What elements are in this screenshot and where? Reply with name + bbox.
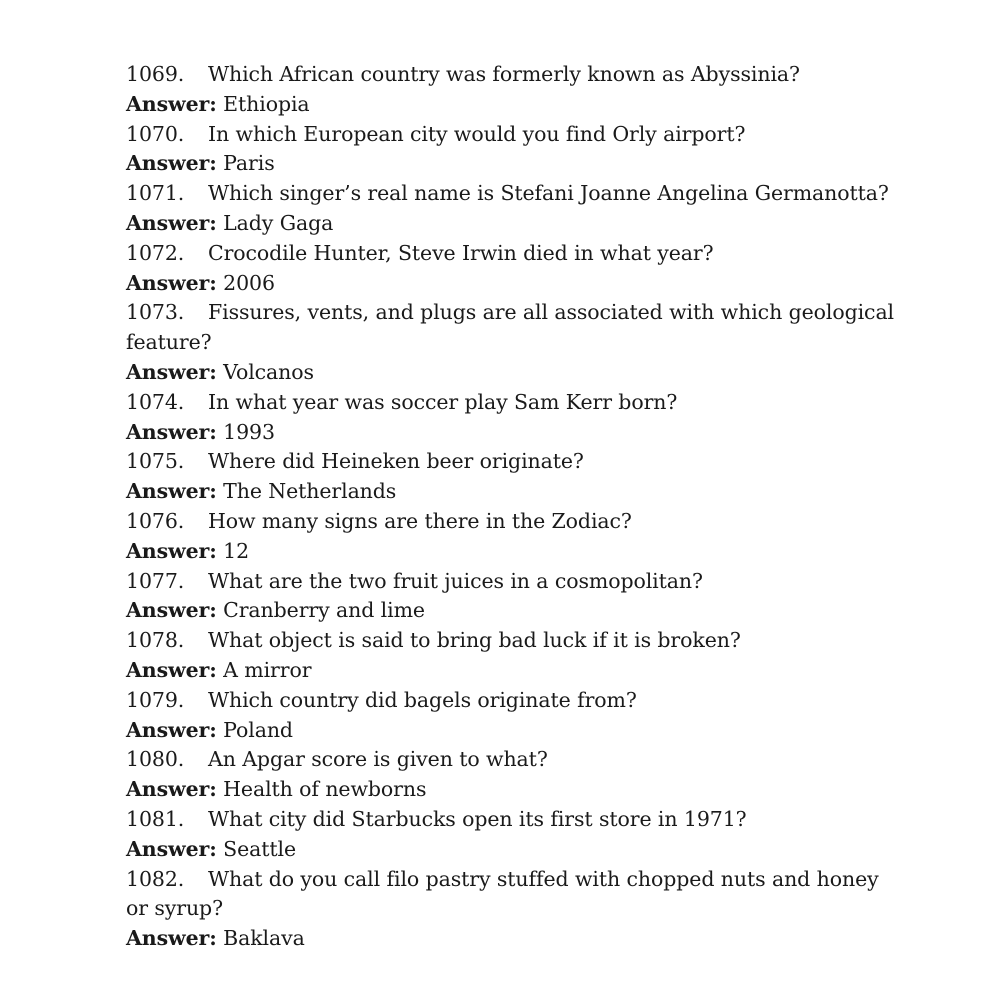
answer-label: Answer: — [126, 657, 217, 682]
question-text: What object is said to bring bad luck if it is broken? — [208, 628, 741, 653]
answer-line — [126, 418, 896, 448]
answer-label: Answer: — [126, 270, 217, 295]
answer-text: Paris — [223, 151, 275, 176]
question-line — [126, 865, 896, 925]
question-line — [126, 298, 896, 358]
question-text: What are the two fruit juices in a cosmopolitan? — [208, 568, 703, 593]
question-number: 1082. — [126, 866, 185, 891]
qa-item — [126, 179, 896, 239]
answer-label: Answer: — [126, 538, 217, 563]
answer-text: Cranberry and lime — [223, 598, 425, 623]
question-number: 1080. — [126, 747, 185, 772]
answer-label: Answer: — [126, 777, 217, 802]
answer-line — [126, 149, 896, 179]
question-line — [126, 567, 896, 597]
question-line — [126, 805, 896, 835]
qa-item — [126, 120, 896, 180]
answer-line — [126, 90, 896, 120]
answer-text: 12 — [223, 538, 250, 563]
quiz-page — [126, 60, 896, 954]
answer-text: Health of newborns — [223, 777, 427, 802]
question-line — [126, 745, 896, 775]
question-text: An Apgar score is given to what? — [208, 747, 548, 772]
question-text: Which singer’s real name is Stefani Joanne Angelina Germanotta? — [208, 181, 889, 206]
answer-line — [126, 537, 896, 567]
qa-item — [126, 626, 896, 686]
question-text: In which European city would you find Orly airport? — [208, 121, 746, 146]
qa-item — [126, 805, 896, 865]
answer-text: A mirror — [223, 657, 312, 682]
answer-label: Answer: — [126, 210, 217, 235]
question-number: 1072. — [126, 240, 185, 265]
answer-label: Answer: — [126, 151, 217, 176]
answer-line — [126, 358, 896, 388]
answer-text: Volcanos — [223, 359, 314, 384]
answer-text: 1993 — [223, 419, 275, 444]
answer-label: Answer: — [126, 91, 217, 116]
answer-text: Lady Gaga — [223, 210, 334, 235]
question-number: 1081. — [126, 806, 185, 831]
question-text: How many signs are there in the Zodiac? — [208, 508, 632, 533]
answer-text: Ethiopia — [223, 91, 310, 116]
question-number: 1077. — [126, 568, 185, 593]
question-number: 1078. — [126, 628, 185, 653]
qa-item — [126, 388, 896, 448]
answer-text: Seattle — [223, 836, 297, 861]
qa-item — [126, 239, 896, 299]
question-text: Fissures, vents, and plugs are all associated with which geological feature? — [126, 300, 895, 355]
qa-item — [126, 686, 896, 746]
answer-text: Baklava — [223, 926, 305, 951]
answer-text: 2006 — [223, 270, 275, 295]
question-number: 1079. — [126, 687, 185, 712]
qa-item — [126, 745, 896, 805]
question-line — [126, 120, 896, 150]
question-number: 1070. — [126, 121, 185, 146]
answer-label: Answer: — [126, 836, 217, 861]
answer-line — [126, 835, 896, 865]
question-line — [126, 447, 896, 477]
answer-line — [126, 209, 896, 239]
question-number: 1069. — [126, 62, 185, 86]
qa-item — [126, 865, 896, 954]
qa-item — [126, 60, 896, 120]
answer-line — [126, 775, 896, 805]
question-text: In what year was soccer play Sam Kerr born? — [208, 389, 678, 414]
answer-label: Answer: — [126, 926, 217, 951]
answer-line — [126, 477, 896, 507]
question-number: 1071. — [126, 181, 185, 206]
question-line — [126, 60, 896, 90]
answer-text: Poland — [223, 717, 293, 742]
question-text: Where did Heineken beer originate? — [208, 449, 584, 474]
qa-item — [126, 507, 896, 567]
answer-line — [126, 269, 896, 299]
question-line — [126, 239, 896, 269]
answer-line — [126, 716, 896, 746]
question-line — [126, 686, 896, 716]
answer-label: Answer: — [126, 419, 217, 444]
qa-item — [126, 298, 896, 387]
question-text: Which country did bagels originate from? — [208, 687, 637, 712]
answer-label: Answer: — [126, 479, 217, 504]
answer-line — [126, 924, 896, 954]
answer-label: Answer: — [126, 359, 217, 384]
qa-item — [126, 447, 896, 507]
question-number: 1076. — [126, 508, 185, 533]
question-number: 1074. — [126, 389, 185, 414]
question-number: 1075. — [126, 449, 185, 474]
question-line — [126, 179, 896, 209]
question-line — [126, 507, 896, 537]
answer-text: The Netherlands — [223, 479, 397, 504]
answer-line — [126, 596, 896, 626]
answer-line — [126, 656, 896, 686]
question-text: What city did Starbucks open its first store in 1971? — [208, 806, 747, 831]
question-number: 1073. — [126, 300, 185, 325]
question-text: Crocodile Hunter, Steve Irwin died in what year? — [208, 240, 714, 265]
answer-label: Answer: — [126, 598, 217, 623]
question-line — [126, 626, 896, 656]
qa-item — [126, 567, 896, 627]
question-text: What do you call filo pastry stuffed with chopped nuts and honey or syrup? — [126, 866, 879, 921]
question-text: Which African country was formerly known as Abyssinia? — [208, 62, 800, 86]
question-line — [126, 388, 896, 418]
answer-label: Answer: — [126, 717, 217, 742]
